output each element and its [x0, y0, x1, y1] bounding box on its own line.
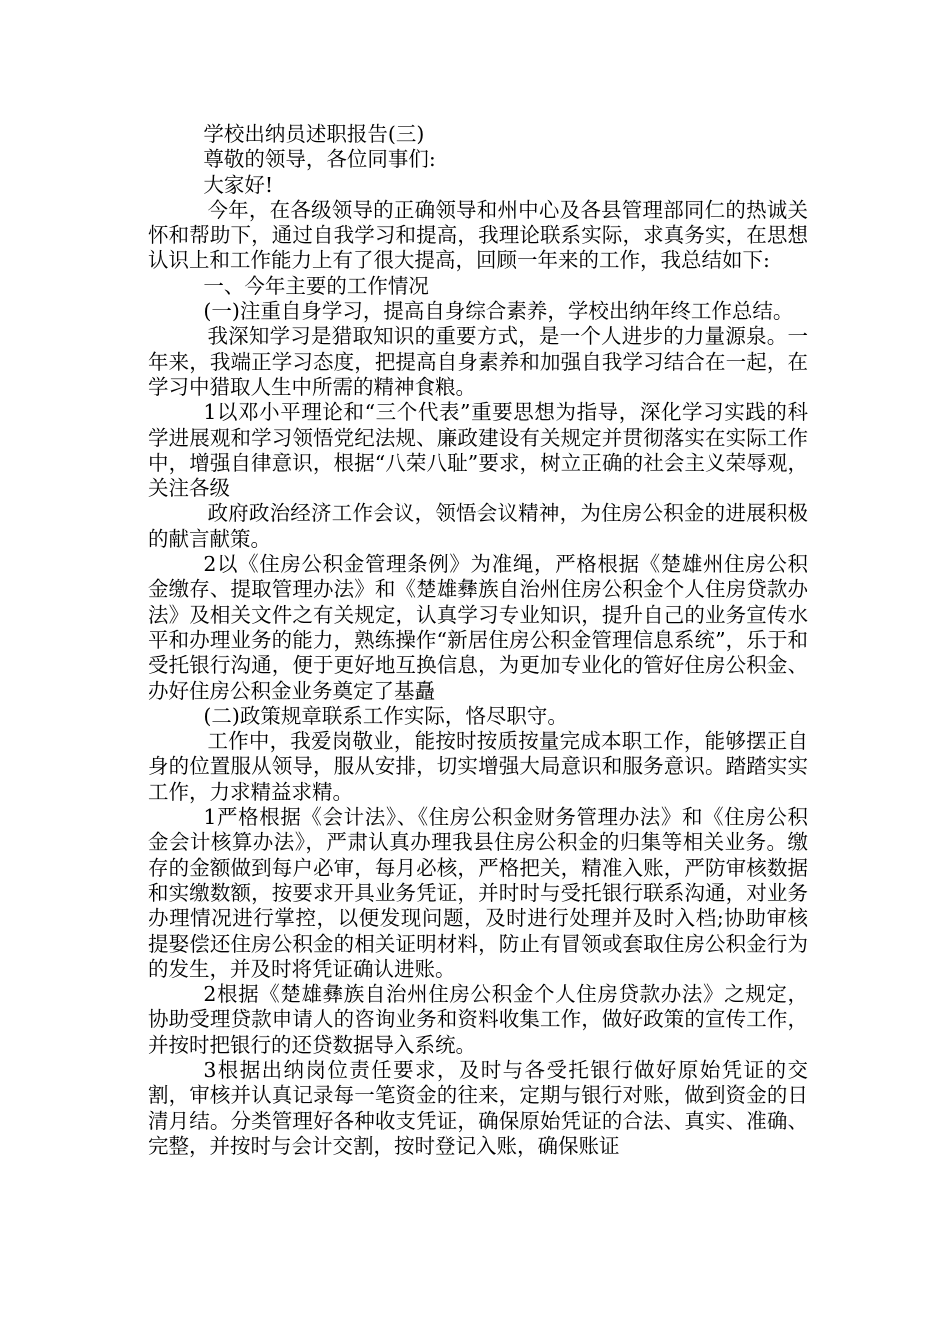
salutation: 尊敬的领导，各位同事们: [203, 147, 436, 172]
greeting: 大家好! [203, 172, 274, 197]
work-paragraph: 工作中，我爱岗敬业，能按时按质按量完成本职工作，能够摆正自身的位置服从领导，服从安排，切实增强大局意识和服务意识。踏踏实实工作，力求精益求精。 [148, 729, 808, 804]
section-heading-1: 一、今年主要的工作情况 [203, 273, 429, 298]
point-1-2: 2以《住房公积金管理条例》为准绳，严格根据《楚雄州住房公积金缴存、提取管理办法》和《楚雄彝族自治州住房公积金个人住房贷款办法》及相关文件之有关规定，认真学习专业知识，提升自己的业务宣传水平和办理业务的能力，熟练操作“新居住房公积金管理信息系统”，乐于和受托银行沟通，便于更好地互换信息，为更加专业化的管好住房公积金、办好住房公积金业务奠定了基矗 [148, 552, 808, 703]
point-1-1-continued: 政府政治经济工作会议，领悟会议精神，为住房公积金的进展积极的献言献策。 [148, 501, 808, 551]
subsection-heading-2: (二)政策规章联系工作实际，恪尽职守。 [203, 703, 568, 728]
subsection-heading-1: (一)注重自身学习，提高自身综合素养，学校出纳年终工作总结。 [203, 299, 794, 324]
study-paragraph: 我深知学习是猎取知识的重要方式，是一个人进步的力量源泉。一年来，我端正学习态度，把提高自身素养和加强自我学习结合在一起，在学习中猎取人生中所需的精神食粮。 [148, 324, 808, 399]
document-title: 学校出纳员述职报告(三) [203, 122, 425, 146]
point-2-3: 3根据出纳岗位责任要求，及时与各受托银行做好原始凭证的交割，审核并认真记录每一笔资金的往来，定期与银行对账，做到资金的日清月结。分类管理好各种收支凭证，确保原始凭证的合法、真实、准确、完整，并按时与会计交割，按时登记入账，确保账证 [148, 1057, 808, 1158]
document-body [148, 122, 808, 1159]
point-2-1: 1严格根据《会计法》、《住房公积金财务管理办法》和《住房公积金会计核算办法》，严肃认真办理我县住房公积金的归集等相关业务。缴存的金额做到每户必审，每月必核，严格把关，精准入账，严防审核数据和实缴数额，按要求开具业务凭证，并时时与受托银行联系沟通，对业务办理情况进行掌控，以便发现问题，及时进行处理并及时入档;协助审核提娶偿还住房公积金的相关证明材料，防止有冒领或套取住房公积金行为的发生，并及时将凭证确认进账。 [148, 805, 808, 981]
point-2-2: 2根据《楚雄彝族自治州住房公积金个人住房贷款办法》之规定，协助受理贷款申请人的咨询业务和资料收集工作，做好政策的宣传工作，并按时把银行的还贷数据导入系统。 [148, 982, 808, 1057]
point-1-1: 1以邓小平理论和“三个代表”重要思想为指导，深化学习实践的科学进展观和学习领悟党纪法规、廉政建设有关规定并贯彻落实在实际工作中，增强自律意识，根据“八荣八耻”要求，树立正确的社会主义荣辱观，关注各级 [148, 400, 808, 501]
intro-paragraph: 今年，在各级领导的正确领导和州中心及各县管理部同仁的热诚关怀和帮助下，通过自我学习和提高，我理论联系实际，求真务实，在思想认识上和工作能力上有了很大提高，回顾一年来的工作，我总结如下: [148, 197, 808, 273]
